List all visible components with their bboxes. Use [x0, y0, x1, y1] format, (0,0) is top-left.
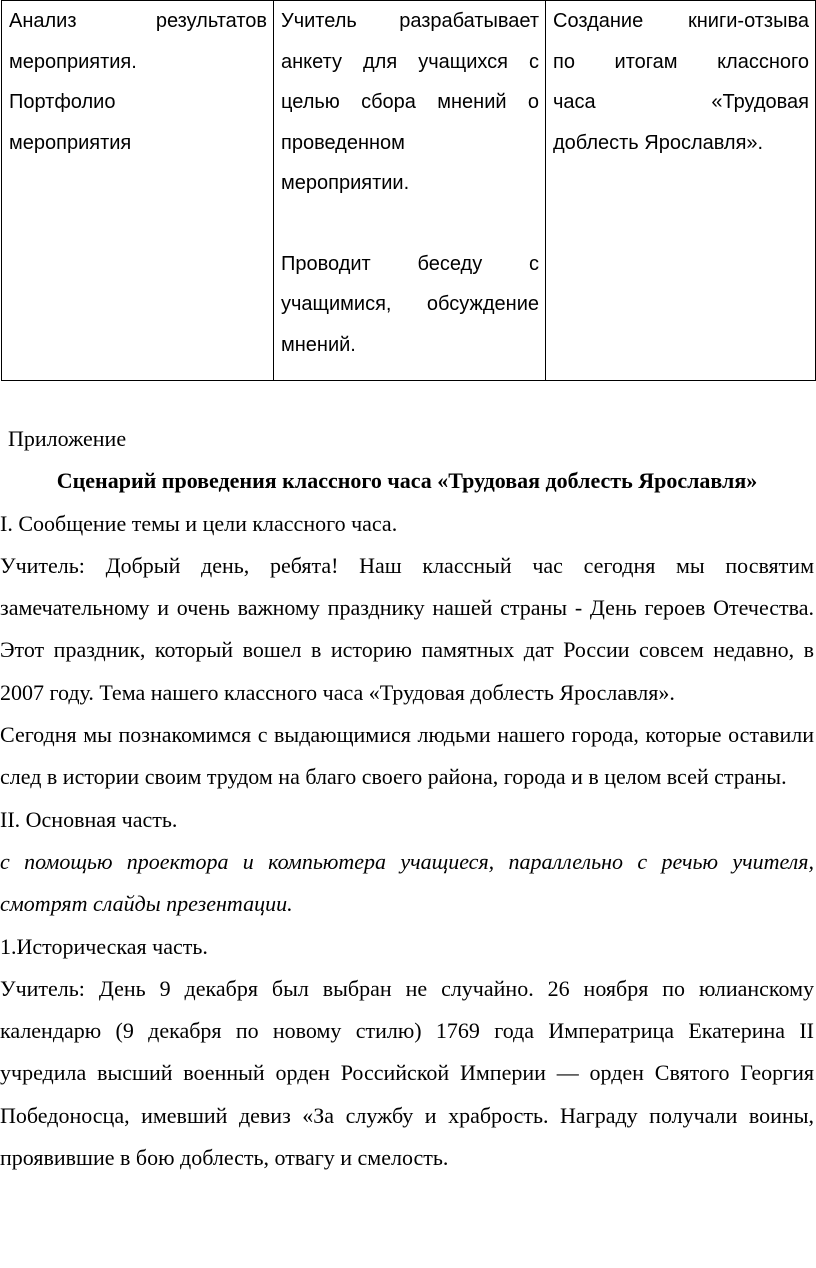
section-heading: I. Сообщение темы и цели классного часа. — [0, 510, 398, 536]
cell-line: анкету для учащихся с — [281, 50, 539, 73]
table-row — [2, 1, 816, 381]
paragraph: Сегодня мы познакомимся с выдающимися людьми нашего города, которые оставили след в истории своим трудом на благо своего района, города и в целом всей страны. — [0, 722, 814, 790]
cell-line: по итогам классного — [553, 50, 809, 73]
cell-line: Анализ результатов — [9, 10, 267, 32]
table-cell-teacher-activity — [274, 1, 546, 381]
section-heading: 1.Историческая часть. — [0, 933, 208, 959]
plan-table — [1, 0, 816, 381]
stage-direction: с помощью проектора и компьютера учащиеся, параллельно с речью учителя, смотрят слайды презентации. — [0, 848, 814, 917]
cell-line: Создание книги-отзыва — [553, 10, 809, 32]
cell-line: мнений. — [281, 333, 356, 356]
document-body — [0, 418, 814, 1179]
cell-line: Портфолио — [9, 91, 116, 113]
cell-line: мероприятия — [9, 131, 132, 154]
paragraph: Учитель: День 9 декабря был выбран не случайно. 26 ноября по юлианскому календарю (9 декабря по новому стилю) 1769 года Императрица Екатерина II учредила высший военный орден Российской Империи — орден Святого Георгия Победоносца, имевший девиз «За службу и храбрость. Награду получали воины, проявившие в бою доблесть, отвагу и смелость. — [0, 975, 814, 1171]
table-cell-stage — [2, 1, 274, 381]
paragraph: Учитель: Добрый день, ребята! Наш классный час сегодня мы посвятим замечательному и очень важному празднику нашей страны - День героев Отечества. Этот праздник, который вошел в историю памятных дат России совсем недавно, в 2007 году. Тема нашего классного часа «Трудовая доблесть Ярославля». — [0, 552, 814, 705]
cell-gap — [281, 204, 539, 244]
cell-line: мероприятия. — [9, 50, 137, 73]
cell-line: часа «Трудовая — [553, 91, 809, 113]
cell-line: проведенном — [281, 131, 405, 154]
cell-line: учащимися, обсуждение — [281, 293, 539, 315]
document-title: Сценарий проведения классного часа «Трудовая доблесть Ярославля» — [56, 468, 758, 494]
cell-line: целью сбора мнений о — [281, 91, 539, 113]
cell-line: доблесть Ярославля». — [553, 131, 764, 154]
cell-line: Проводит беседу с — [281, 252, 539, 275]
table-cell-result — [546, 1, 816, 381]
cell-line: мероприятии. — [281, 172, 410, 194]
section-heading: II. Основная часть. — [0, 806, 178, 832]
appendix-label: Приложение — [8, 426, 127, 451]
cell-line: Учитель разрабатывает — [281, 10, 539, 32]
